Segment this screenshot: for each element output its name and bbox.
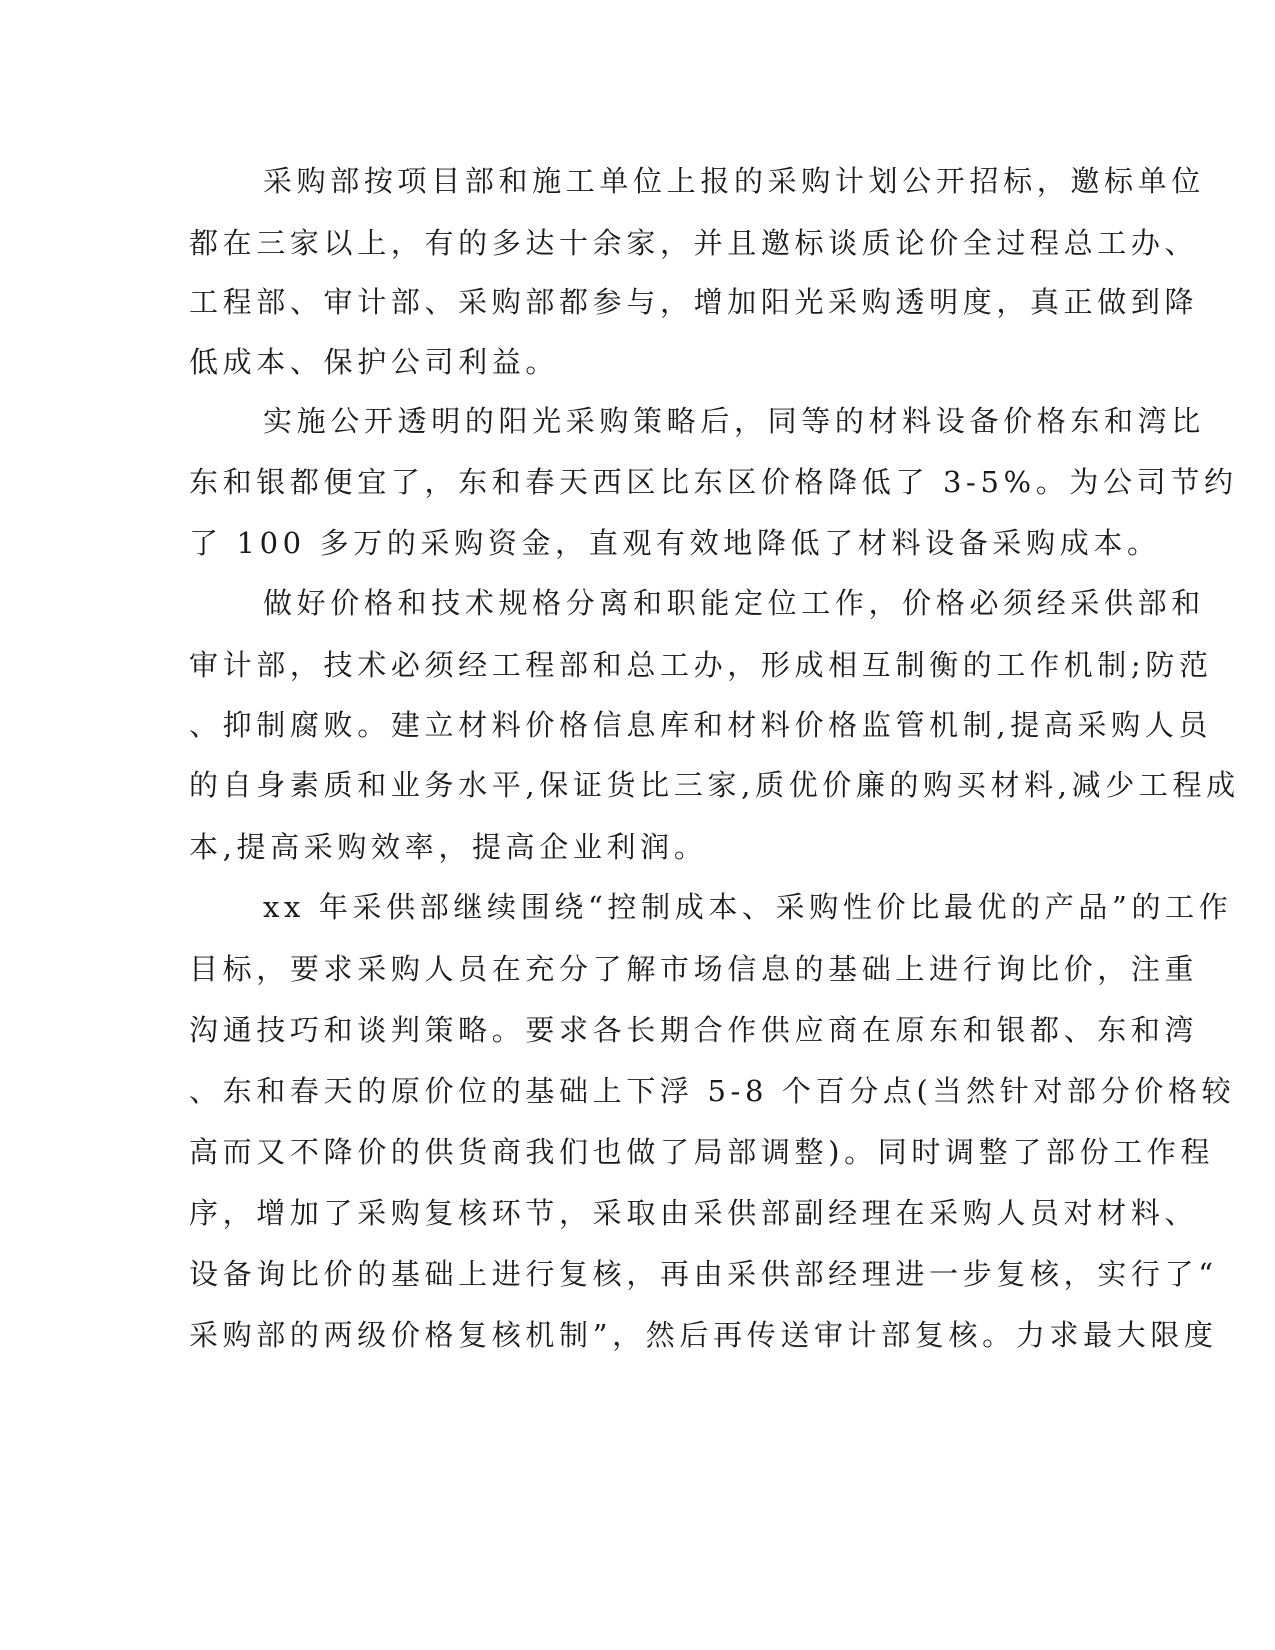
paragraph-4-line-3: 沟通技巧和谈判策略。要求各长期合作供应商在原东和银都、东和湾 xyxy=(189,1013,1199,1047)
paragraph-4-line-5: 高而又不降价的供货商我们也做了局部调整)。同时调整了部份工作程 xyxy=(189,1135,1215,1169)
paragraph-4-line-7: 设备询比价的基础上进行复核，再由采供部经理进一步复核，实行了“ xyxy=(189,1257,1218,1291)
paragraph-3-line-4: 的自身素质和业务水平,保证货比三家,质优价廉的购买材料,减少工程成 xyxy=(189,768,1240,802)
paragraph-1-line-1: 采购部按项目部和施工单位上报的采购计划公开招标，邀标单位 xyxy=(263,164,1205,198)
paragraph-1-line-2: 都在三家以上，有的多达十余家，并且邀标谈质论价全过程总工办、 xyxy=(189,226,1199,260)
paragraph-3-line-5: 本,提高采购效率，提高企业利润。 xyxy=(189,830,708,864)
paragraph-2-line-2: 东和银都便宜了，东和春天西区比东区价格降低了 3-5%。为公司节约 xyxy=(189,465,1238,499)
paragraph-4-line-1: xx 年采供部继续围绕“控制成本、采购性价比最优的产品”的工作 xyxy=(263,890,1233,924)
paragraph-2-line-1: 实施公开透明的阳光采购策略后，同等的材料设备价格东和湾比 xyxy=(263,404,1205,438)
paragraph-3-line-1: 做好价格和技术规格分离和职能定位工作，价格必须经采供部和 xyxy=(263,586,1205,620)
paragraph-4-line-8: 采购部的两级价格复核机制”，然后再传送审计部复核。力求最大限度 xyxy=(189,1318,1218,1352)
paragraph-2-line-3: 了 100 多万的采购资金，直观有效地降低了材料设备采购成本。 xyxy=(189,526,1161,560)
paragraph-3-line-2: 审计部，技术必须经工程部和总工办，形成相互制衡的工作机制;防范 xyxy=(189,648,1213,682)
paragraph-1-line-3: 工程部、审计部、采购部都参与，增加阳光采购透明度，真正做到降 xyxy=(189,285,1199,319)
paragraph-4-line-2: 目标，要求采购人员在充分了解市场信息的基础上进行询比价，注重 xyxy=(189,952,1199,986)
paragraph-3-line-3: 、抑制腐败。建立材料价格信息库和材料价格监管机制,提高采购人员 xyxy=(189,708,1213,742)
paragraph-4-line-4: 、东和春天的原价位的基础上下浮 5-8 个百分点(当然针对部分价格较 xyxy=(189,1074,1236,1108)
paragraph-4-line-6: 序，增加了采购复核环节，采取由采供部副经理在采购人员对材料、 xyxy=(189,1196,1199,1230)
paragraph-1-line-4: 低成本、保护公司利益。 xyxy=(189,345,560,379)
